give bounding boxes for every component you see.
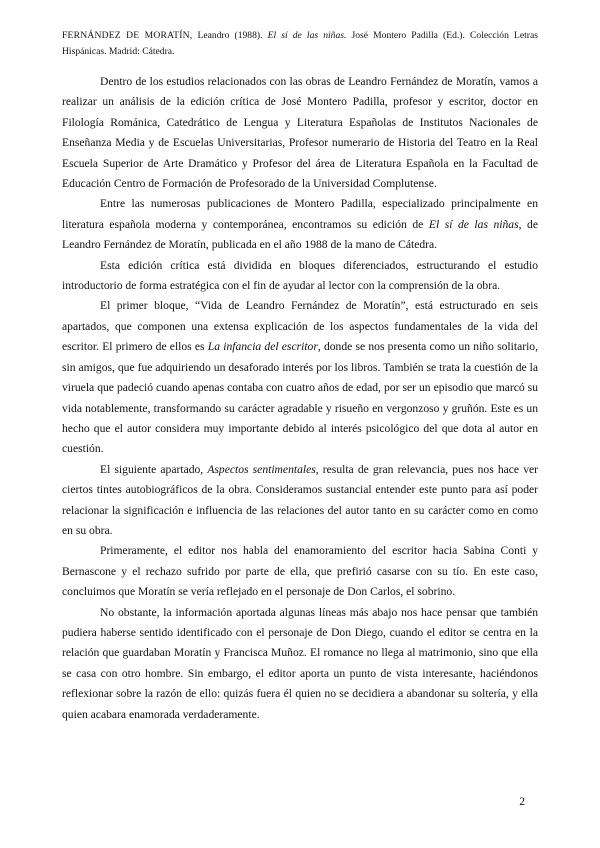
paragraph-2: [62, 194, 538, 255]
page-number: 2: [519, 796, 525, 808]
header-title: El sí de las niñas.: [267, 30, 347, 41]
body-text: [62, 72, 538, 725]
paragraph-5: [62, 460, 538, 542]
paragraph-text: Primeramente, el editor nos habla del enamoramiento del escritor hacia Sabina Conti y Bernascone y el rechazo sufrido por parte de ella, que prefirió casarse con su tío. En este caso, concluimos que Moratín se vería reflejado en el personaje de Don Carlos, el sobrino.: [62, 544, 538, 599]
paragraph-1: [62, 72, 538, 194]
paragraph-text: , donde se nos presenta como un niño solitario, sin amigos, que fue adquiriendo un desaforado interés por los libros. También se trata la cuestión de la viruela que padeció cuando apenas contaba con cuatro años de edad, por ser un episodio que marcó su vida notablemente, transformando su carácter agradable y risueño en vergonzoso y gruñón. Este es un hecho que el autor considera muy importante debido al interés psicológico del que dota al autor en cuestión.: [62, 340, 538, 456]
paragraph-text: El primer bloque, “Vida de Leandro Fernández de Moratín”, está estructurado en seis apartados, que componen una extensa explicación de los aspectos fundamentales de la vida del escritor. El primero de ellos es: [62, 299, 538, 354]
paragraph-text: Dentro de los estudios relacionados con las obras de Leandro Fernández de Moratín, vamos a realizar un análisis de la edición crítica de José Montero Padilla, profesor y escritor, doctor en Filología Románica, Catedrático de Lengua y Literatura Españolas de Institutos Nacionales de Enseñanza Media y de Escuelas Universitarias, Profesor numerario de Historia del Teatro en la Real Escuela Superior de Arte Dramático y Profesor del área de Literatura Española en la Facultad de Educación Centro de Formación de Profesorado de la Universidad Complutense.: [62, 75, 538, 191]
paragraph-text: Entre las numerosas publicaciones de Montero Padilla, especializado principalmente en literatura española moderna y contemporánea, encontramos su edición de: [62, 197, 538, 231]
paragraph-text: Esta edición crítica está dividida en bloques diferenciados, estructurando el estudio introductorio de forma estratégica con el fin de ayudar al lector con la comprensión de la obra.: [62, 258, 538, 293]
paragraph-3: [62, 256, 538, 297]
header-details: José Montero Padilla (Ed.). Colección Letras Hispánicas. Madrid: Cátedra.: [62, 30, 538, 57]
paragraph-italic-section: Aspectos sentimentales: [207, 462, 316, 476]
paragraph-italic-title: El sí de las niñas: [428, 217, 519, 231]
paragraph-7: [62, 603, 538, 725]
header-author-rest: Leandro (1988).: [197, 30, 263, 41]
paragraph-text: , de Leandro Fernández de Moratín, publicada en el año 1988 de la mano de Cátedra.: [62, 217, 538, 252]
paragraph-italic-section: La infancia del escritor: [207, 340, 318, 354]
paragraph-text: , resulta de gran relevancia, pues nos hace ver ciertos tintes autobiográficos de la obra. Consideramos sustancial entender este punto para así poder relacionar la significación e influencia de las relaciones del autor tanto en su carácter como en como en su obra.: [62, 462, 538, 537]
header-author: FERNÁNDEZ DE MORATÍN,: [62, 30, 193, 41]
paragraph-4: [62, 296, 538, 459]
paragraph-text: El siguiente apartado,: [100, 462, 208, 476]
paragraph-text: No obstante, la información aportada algunas líneas más abajo nos hace pensar que también pudiera haberse sentido identificado con el personaje de Don Diego, cuando el editor se centra en la relación que guardaban Moratín y Francisca Muñoz. El romance no llega al matrimonio, sino que ella se casa con otro hombre. Sin embargo, el editor aporta un punto de vista interesante, haciéndonos reflexionar sobre la razón de ello: quizás fuera él quien no se decidiera a abandonar su soltería, y ella quien acabara enamorada verdaderamente.: [62, 605, 538, 721]
paragraph-6: [62, 541, 538, 602]
page-header: [62, 28, 538, 60]
